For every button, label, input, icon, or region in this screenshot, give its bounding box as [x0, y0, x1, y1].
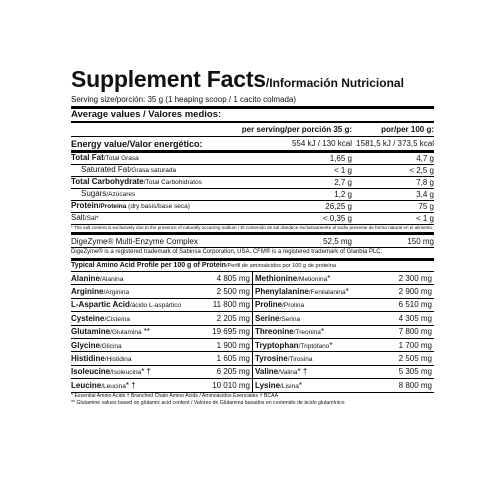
amino-acid-name: Phenylalanine/Fenilalanina*: [255, 287, 349, 297]
amino-acid-name: Leucine/Leucina* †: [71, 380, 136, 390]
salt-note: * The salt content is exclusively due to the presence of naturally occurring sodium / El contenido de sal obedece exclusivamente al sodio presente de forma natural en el alimento.: [71, 225, 434, 230]
amino-acid-row: [71, 299, 252, 312]
col-header-serving: per serving/per porción 35 g:: [241, 124, 352, 134]
footnote-essential: * Essential Amino Acids † Branched Chain Amino Acids / Aminoácidos Esenciales † BCAA: [71, 392, 279, 399]
amino-acid-value: 2 900 mg: [398, 287, 432, 297]
amino-acid-row: [253, 352, 434, 365]
row-total-fat: Total Fat/Total Grasa 1,65 g 4,7 g: [71, 153, 434, 163]
amino-acid-value: 4 805 mg: [216, 273, 250, 283]
amino-acid-value: 6 510 mg: [398, 300, 432, 310]
amino-acid-header: Typical Amino Acid Profile per 100 g of Protein/Perfil de aminoácidos por 100 g de proteína: [71, 262, 337, 269]
amino-acid-row: [253, 272, 434, 285]
amino-acid-name: L-Aspartic Acid/ácido L-aspártico: [71, 300, 182, 310]
amino-acid-name: Lysine/Lisina*: [255, 380, 302, 390]
amino-acid-row: [253, 326, 434, 339]
row-energy: Energy value/Valor energético: 554 kJ / 130 kcal 1581,5 kJ / 373,5 kcal: [71, 138, 434, 149]
amino-acid-row: [253, 285, 434, 298]
amino-acid-name: Proline/Prolina: [255, 300, 305, 310]
amino-acid-row: [71, 379, 252, 392]
amino-acid-row: [71, 339, 252, 352]
amino-acid-row: [253, 379, 434, 392]
amino-acid-value: 5 305 mg: [398, 367, 432, 377]
col-header-per100: por/per 100 g:: [381, 124, 434, 134]
amino-acid-row: [71, 366, 252, 379]
amino-acid-value: 4 305 mg: [398, 313, 432, 323]
amino-acid-value: 6 205 mg: [216, 367, 250, 377]
amino-acid-value: 10 010 mg: [212, 380, 250, 390]
amino-acid-name: Cysteine/Cisteína: [71, 313, 131, 323]
average-values-header: Average values / Valores medios:: [71, 109, 222, 120]
title-main: Supplement Facts: [71, 66, 266, 92]
serving-size: Serving size/porción: 35 g (1 heaping scoop / 1 cacito colmada): [71, 95, 297, 104]
amino-acid-row: [71, 352, 252, 365]
amino-acid-name: Glycine/Glicina: [71, 340, 122, 350]
amino-acid-value: 7 800 mg: [398, 327, 432, 337]
amino-acid-row: [253, 339, 434, 352]
amino-acid-name: Glutamine/Glutamina **: [71, 327, 151, 337]
amino-acid-row: [253, 366, 434, 379]
amino-acid-value: 1 900 mg: [216, 340, 250, 350]
amino-acid-value: 19 695 mg: [212, 327, 250, 337]
column-headers: [71, 123, 434, 136]
row-salt: Salt/Sal* < 0,35 g < 1 g: [71, 213, 434, 223]
row-saturated-fat: Saturated Fat/Grasa saturada < 1 g < 2,5 g: [81, 165, 434, 175]
amino-acid-row: [71, 326, 252, 339]
amino-acid-row: [253, 312, 434, 325]
amino-acid-row: [253, 299, 434, 312]
amino-acid-value: 8 800 mg: [398, 380, 432, 390]
footnote-glutamine: ** Glutamine values based on glutamic acid content / Valores de Glutamina basados en contenido de ácido glutamínico: [71, 399, 345, 406]
title: [71, 66, 434, 93]
amino-acid-value: 1 700 mg: [398, 340, 432, 350]
supplement-facts-panel: [71, 66, 434, 432]
amino-acid-name: Tyrosine/Tirosina: [255, 354, 313, 364]
amino-acid-row: [71, 272, 252, 285]
amino-acid-column-left: [71, 272, 253, 393]
amino-acid-value: 11 800 mg: [212, 300, 250, 310]
amino-acid-row: [71, 312, 252, 325]
amino-acid-name: Valine/Valina* †: [255, 367, 308, 377]
amino-acid-value: 2 205 mg: [216, 313, 250, 323]
amino-acid-name: Tryptophan/Triptófano*: [255, 340, 333, 350]
amino-acid-name: Arginine/Arginina: [71, 287, 130, 297]
amino-acid-value: 1 605 mg: [216, 354, 250, 364]
amino-acid-value: 2 505 mg: [398, 354, 432, 364]
amino-acid-name: Histidine/Histidina: [71, 354, 132, 364]
amino-acid-value: 2 500 mg: [216, 287, 250, 297]
amino-acid-value: 2 300 mg: [398, 273, 432, 283]
row-digezyme: DigeZyme® Multi-Enzyme Complex 52,5 mg 150 mg: [71, 236, 434, 246]
title-sub: /Información Nutricional: [265, 76, 404, 90]
trademark-note: DigeZyme® is a registered trademark of Sabinsa Corporation, USA. CFM® is a registered trademark of Glanbia PLC.: [71, 249, 383, 255]
amino-acid-column-right: [253, 272, 434, 393]
row-protein: Protein/Proteína (dry basis/base seca) 26,25 g 75 g: [71, 201, 434, 211]
amino-acid-name: Serine/Serina: [255, 313, 301, 323]
amino-acid-row: [71, 285, 252, 298]
amino-acid-name: Threonine/Treonina*: [255, 327, 325, 337]
amino-acid-table: [71, 272, 434, 393]
amino-acid-name: Isoleucine/Isoleucina* †: [71, 367, 151, 377]
amino-acid-name: Alanine/Alanina: [71, 273, 124, 283]
amino-acid-name: Methionine/Metionina*: [255, 273, 331, 283]
row-total-carbohydrate: Total Carbohydrate/Total Carbohidratos 2,7 g 7,8 g: [71, 177, 434, 187]
row-sugars: Sugars/Azúcares 1,2 g 3,4 g: [81, 189, 434, 199]
